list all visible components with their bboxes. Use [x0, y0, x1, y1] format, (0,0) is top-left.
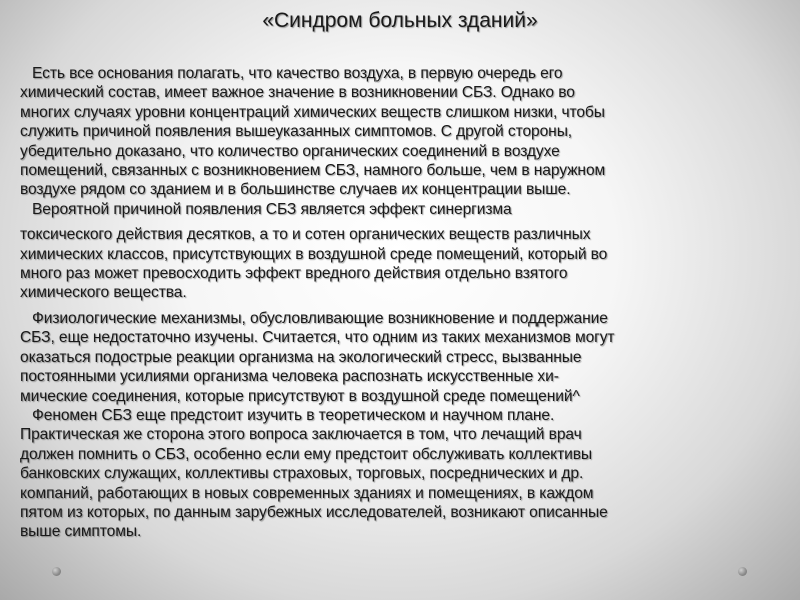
paragraph-line: СБЗ, еще недостаточно изучены. Считается, что одним из таких механизмов могут	[20, 329, 615, 347]
paragraph-line: помещений, связанных с возникновением СБЗ, намного больше, чем в наружном	[20, 162, 606, 180]
paragraph-line: многих случаях уровни концентраций химических веществ слишком низки, чтобы	[20, 103, 605, 121]
paragraph-line: химический состав, имеет важное значение в возникновении СБЗ. Однако во	[20, 84, 575, 102]
decorative-dot-right	[738, 567, 747, 576]
paragraph-line: токсического действия десятков, а то и сотен органических веществ различных	[20, 226, 591, 244]
paragraph-line: убедительно доказано, что количество органических соединений в воздухе	[20, 142, 560, 160]
paragraph-line: мические соединения, которые присутствуют в воздушной среде помещений^	[20, 387, 580, 405]
paragraph-line: должен помнить о СБЗ, особенно если ему предстоит обслуживать коллективы	[20, 445, 593, 463]
paragraph-line: банковских служащих, коллективы страховых, торговых, посреднических и др.	[20, 465, 584, 483]
paragraph-line: выше симптомы.	[20, 523, 142, 541]
paragraph-line: компаний, работающих в новых современных зданиях и помещениях, в каждом	[20, 484, 594, 502]
paragraph-line: Физиологические механизмы, обусловливающие возникновение и поддержание	[32, 309, 608, 327]
paragraph-line: Есть все основания полагать, что качество воздуха, в первую очередь его	[32, 65, 563, 82]
paragraph-line: химических классов, присутствующих в воздушной среде помещений, который во	[20, 245, 608, 263]
paragraph-line: химического вещества.	[20, 284, 187, 302]
decorative-dot-left	[52, 567, 61, 576]
paragraph-line: оказаться подострые реакции организма на экологический стресс, вызванные	[20, 348, 582, 366]
slide-body	[20, 64, 788, 542]
paragraph-line: служить причиной появления вышеуказанных симптомов. С другой стороны,	[20, 123, 573, 141]
paragraph-line: много раз может превосходить эффект вредного действия отдельно взятого	[20, 265, 568, 283]
paragraph-line: Феномен СБЗ еще предстоит изучить в теоретическом и научном плане.	[32, 406, 555, 424]
paragraph-line: Вероятной причиной появления СБЗ является эффект синергизма	[32, 200, 512, 218]
paragraph-line: постоянными усилиями организма человека распознать искусственные хи-	[20, 368, 559, 386]
paragraph-line: пятом из которых, по данным зарубежных исследователей, возникают описанные	[20, 503, 608, 521]
paragraph-line: воздухе рядом со зданием и в большинстве случаев их концентрации выше.	[20, 181, 571, 199]
paragraph-line: Практическая же сторона этого вопроса заключается в том, что лечащий врач	[20, 426, 582, 444]
slide-title: «Синдром больных зданий»	[262, 9, 538, 32]
